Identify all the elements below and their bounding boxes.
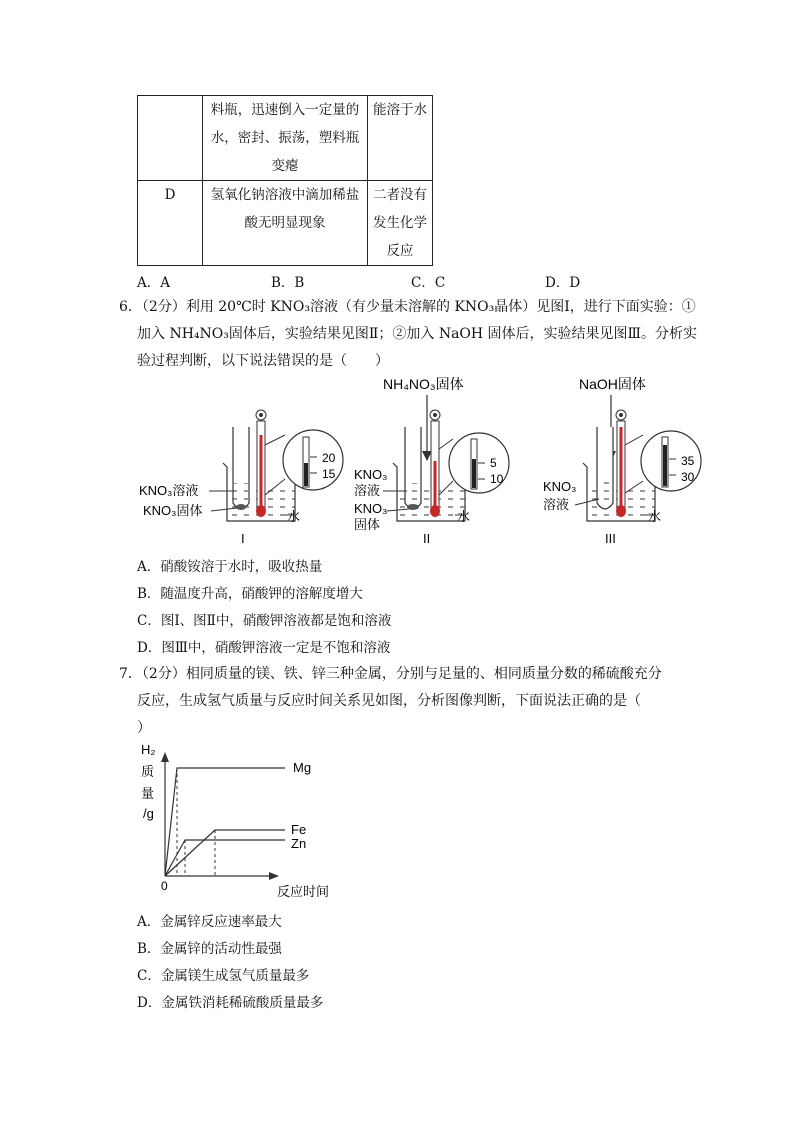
q5-row1-op-line1: 料瓶，迅速倒入一定量的 [210,102,360,118]
fig3-scale-top: 35 [681,454,695,468]
q5-option-c[interactable]: C．C [411,275,446,291]
q5-row2-con-line2: 发生化学 [373,215,427,231]
q5-row2-operation [203,181,368,266]
series-fe-line [165,830,285,876]
q7-option-c[interactable]: C．金属镁生成氢气质量最多 [137,968,310,984]
q6-option-c[interactable]: C．图Ⅰ、图Ⅱ中，硝酸钾溶液都是饱和溶液 [137,613,392,629]
fig2-scale-top: 5 [490,456,497,470]
fig1-water-label: 水 [287,509,301,524]
table-row [138,96,433,181]
fig2-solution-label-b: 溶液 [354,483,381,498]
series-zn-line [165,840,285,876]
y-label-line3: 量 [141,786,155,801]
q7-option-b[interactable]: B．金属锌的活动性最强 [137,941,282,957]
q6-stem-line3: 验过程判断，以下说法错误的是（ ） [137,353,389,369]
series-zn-label: Zn [291,836,307,851]
fig1-caption: I [241,531,245,546]
q5-row1-op-line2: 水，密封、振荡，塑料瓶 [210,130,360,146]
fig2-caption: II [423,531,431,546]
series-fe-label: Fe [291,822,307,837]
fig2-solution-label-a: KNO₃ [354,467,388,482]
q6-stem-line2: 加入 NH₄NO₃固体后，实验结果见图Ⅱ；②加入 NaOH 固体后，实验结果见图Ⅲ。分析实 [137,326,698,342]
q5-row2-con-line1: 二者没有 [373,187,427,203]
fig2-added-label: NH₄NO₃固体 [383,376,464,392]
q6-option-b[interactable]: B．随温度升高，硝酸钾的溶解度增大 [137,586,363,602]
q7-option-a[interactable]: A．金属锌反应速率最大 [137,914,282,930]
q5-row1-con-line1: 能溶于水 [373,102,427,118]
q5-row2-op-line1: 氢氧化钠溶液中滴加稀盐 [210,187,360,203]
x-axis-arrow-icon [269,872,279,880]
q5-row1-operation [203,96,368,181]
q5-row2-con-line3: 反应 [386,243,414,259]
fig2-solid-label-b: 固体 [354,517,381,532]
fig1-crystals [236,504,246,510]
fig1-scale-top: 20 [322,451,336,465]
fig1-group [139,410,343,546]
q5-option-b[interactable]: B．B [271,275,305,291]
q6-option-d[interactable]: D．图Ⅲ中，硝酸钾溶液一定是不饱和溶液 [137,640,391,656]
fig3-scale-bottom: 30 [681,470,695,484]
x-label: 反应时间 [277,884,330,899]
q5-row1-label [138,96,203,181]
q7-graph [135,742,345,904]
y-label-line4: /g [143,806,154,821]
q5-row1-op-line3: 变瘪 [271,158,299,174]
fig3-water-label: 水 [648,509,662,524]
fig1-solid-label: KNO₃固体 [143,503,203,518]
q5-row2-op-line2: 酸无明显现象 [244,215,326,231]
q6-experiment-figure [135,375,715,547]
q5-row1-conclusion [368,96,433,181]
fig1-scale-bottom: 15 [322,467,336,481]
fig3-solution-label-a: KNO₃ [543,479,577,494]
fig2-solid-label-a: KNO₃ [354,501,388,516]
q5-table [137,95,433,266]
q6-option-a[interactable]: A．硝酸铵溶于水时，吸收热量 [137,559,323,575]
q5-option-d[interactable]: D．D [545,275,581,291]
q6-stem-line1: 6．（2分）利用 20℃时 KNO₃溶液（有少量未溶解的 KNO₃晶体）见图Ⅰ，进行下面实验：① [119,299,696,315]
series-mg-label: Mg [293,760,312,775]
q5-option-a[interactable]: A．A [137,275,170,291]
q5-row2-label-text: D [164,187,176,203]
q5-row2-conclusion [368,181,433,266]
fig2-scale-bottom: 10 [490,472,504,486]
q7-stem-line3: ） [137,720,151,736]
fig3-group [543,376,701,546]
q7-stem-line1: 7．（2分）相同质量的镁、铁、锌三种金属，分别与足量的、相同质量分数的稀硫酸充分 [119,666,662,682]
table-row [138,181,433,266]
y-label-line1: H₂ [141,742,156,757]
y-axis-arrow-icon [161,752,169,762]
fig2-group [354,376,509,546]
y-label-line2: 质 [141,764,155,779]
q5-row2-label [138,181,203,266]
origin-label: 0 [161,879,168,893]
q7-stem-line2: 反应，生成氢气质量与反应时间关系见如图，分析图像判断，下面说法正确的是（ [137,693,641,709]
fig2-water-label: 水 [457,509,471,524]
q7-option-d[interactable]: D．金属铁消耗稀硫酸质量最多 [137,995,324,1011]
fig3-caption: III [605,531,616,546]
fig3-solution-label-b: 溶液 [543,497,570,512]
fig3-added-label: NaOH固体 [579,376,646,392]
fig1-solution-label: KNO₃溶液 [139,483,199,498]
